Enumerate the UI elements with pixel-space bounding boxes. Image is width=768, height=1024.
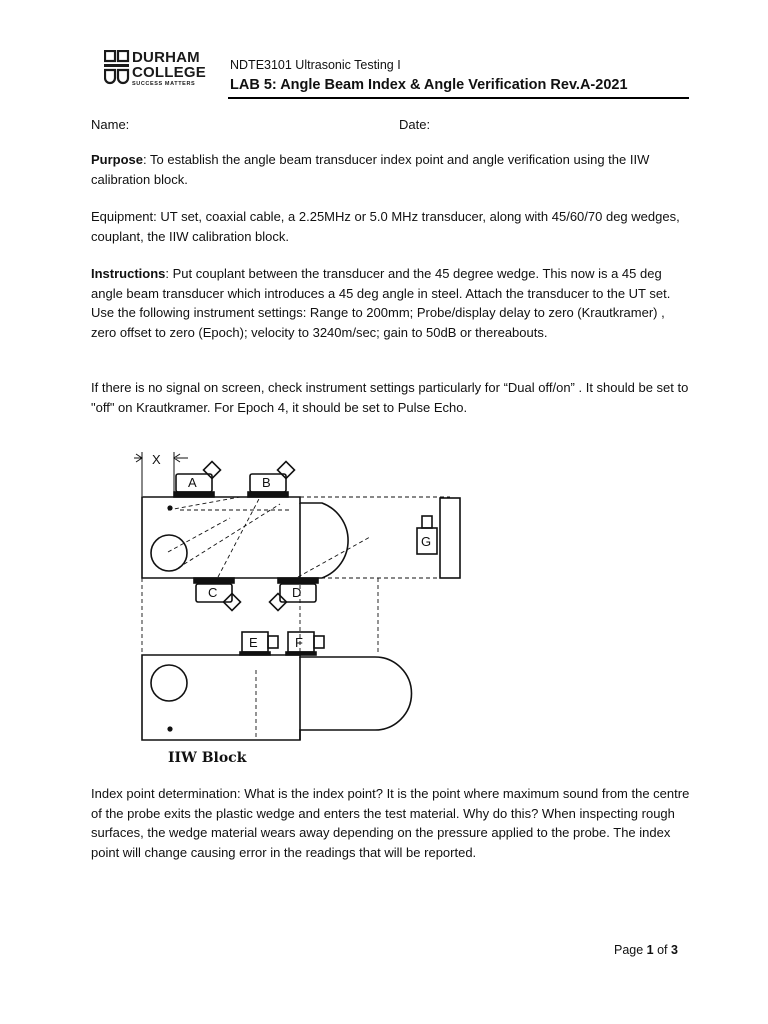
current-page: 1	[646, 943, 654, 957]
signal-note-paragraph: If there is no signal on screen, check instrument settings particularly for “Dual off/on” . It should be set to "off" on Krautkramer. For Epoch 4, it should be set to Pulse Echo.	[91, 380, 689, 415]
logo-tagline: SUCCESS MATTERS	[132, 81, 196, 87]
equipment-paragraph: Equipment: UT set, coaxial cable, a 2.25MHz or 5.0 MHz transducer, along with 45/60/70 deg wedges, couplant, the IIW calibration block.	[91, 209, 680, 244]
name-label: Name:	[91, 117, 130, 132]
logo-line-1: DURHAM	[132, 49, 200, 66]
instructions-label: Instructions	[91, 266, 166, 281]
shield-icon	[104, 50, 130, 90]
header-divider	[228, 97, 689, 99]
dimension-x-label: X	[152, 452, 161, 467]
iiw-block-diagram	[120, 440, 480, 780]
purpose-text: : To establish the angle beam transducer index point and angle verification using the IIW calibration block.	[91, 152, 650, 187]
instructions-text: : Put couplant between the transducer and the 45 degree wedge. This now is a 45 deg angle beam transducer which introduces a 45 deg angle in steel. Attach the transducer to the UT set.	[91, 266, 671, 301]
total-pages: 3	[671, 943, 678, 957]
page-word: Page	[614, 943, 647, 957]
probe-b-label: B	[262, 475, 271, 490]
probe-f-label: F	[295, 635, 303, 650]
probe-g-label: G	[421, 534, 432, 549]
page-title: LAB 5: Angle Beam Index & Angle Verification Rev.A-2021	[230, 77, 628, 93]
probe-a-label: A	[188, 475, 197, 490]
instrument-settings-text: Use the following instrument settings: Range to 200mm; Probe/display delay to zero (Krautkramer) , zero offset to zero (Epoch); velocity to 3240m/sec; gain to 50dB or thereabouts.	[91, 305, 665, 340]
instructions-paragraph	[91, 264, 691, 342]
purpose-paragraph	[91, 150, 691, 189]
diagram-caption: IIW Block	[168, 750, 247, 766]
probe-c-label: C	[208, 585, 218, 600]
date-label: Date:	[399, 117, 431, 132]
college-logo	[104, 48, 214, 92]
course-code: NDTE3101 Ultrasonic Testing I	[230, 58, 401, 72]
logo-line-2: COLLEGE	[132, 64, 206, 81]
probe-e-label: E	[249, 635, 258, 650]
purpose-label: Purpose	[91, 152, 144, 167]
index-point-paragraph: Index point determination: What is the index point? It is the point where maximum sound from the centre of the probe exits the plastic wedge and enters the test material. Why do this? When inspecting rough surfaces, the wedge material wears away depending on the pressure applied to the probe. The index point will change causing error in the readings that will be reported.	[91, 786, 690, 860]
probe-d-label: D	[292, 585, 302, 600]
of-word: of	[653, 943, 671, 957]
page-number	[614, 943, 678, 957]
